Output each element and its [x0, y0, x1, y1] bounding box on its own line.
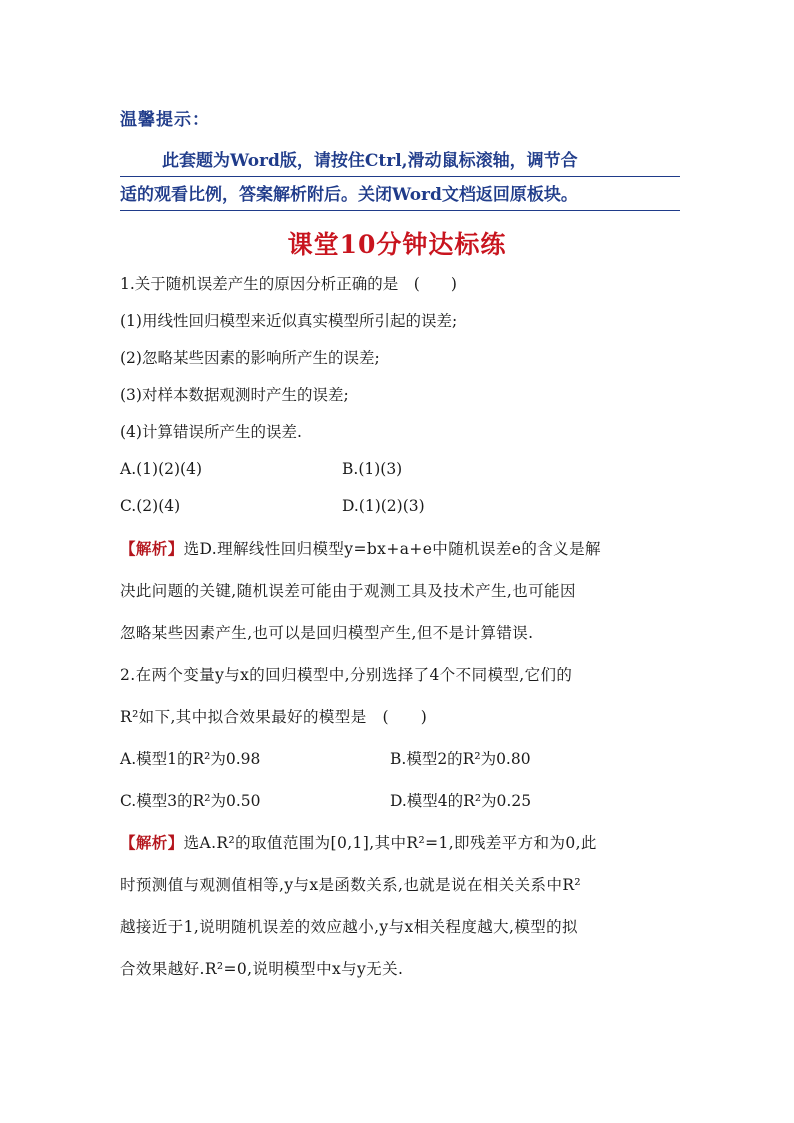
question-1-option-a: A.(1)(2)(4): [120, 460, 202, 478]
question-1-item: (3)对样本数据观测时产生的误差;: [120, 386, 349, 404]
question-2-analysis-line: 时预测值与观测值相等,y与x是函数关系,也就是说在相关关系中R²: [120, 876, 582, 894]
question-1-option-b: B.(1)(3): [342, 460, 403, 478]
question-2-stem-line: R²如下,其中拟合效果最好的模型是 ( ): [120, 708, 428, 726]
analysis-tag: 【解析】: [120, 833, 184, 852]
question-2-options-row-1: [120, 738, 680, 780]
question-1-options-row-2: [120, 488, 680, 525]
question-1-item: (1)用线性回归模型来近似真实模型所引起的误差;: [120, 312, 458, 330]
analysis-text: 选D.理解线性回归模型y=bx+a+e中随机误差e的含义是解: [183, 540, 601, 558]
tip-line-2: 适的观看比例，答案解析附后。关闭Word文档返回原板块。: [120, 177, 680, 211]
question-2-option-b: B.模型2的R²为0.80: [390, 750, 531, 768]
question-1-item: (4)计算错误所产生的误差.: [120, 423, 302, 441]
question-1-analysis-line: 决此问题的关键,随机误差可能由于观测工具及技术产生,也可能因: [120, 582, 576, 600]
question-1-analysis-line: [120, 528, 680, 570]
analysis-tag: 【解析】: [120, 539, 184, 558]
section-title: 课堂10分钟达标练: [287, 230, 507, 259]
question-1-options-row-1: [120, 451, 680, 488]
question-2-options-row-2: [120, 780, 680, 822]
question-1-option-c: C.(2)(4): [120, 497, 181, 515]
question-1-item: (2)忽略某些因素的影响所产生的误差;: [120, 349, 380, 367]
question-content: [120, 266, 680, 990]
tip-title: 温馨提示：: [120, 110, 210, 130]
question-1-analysis-line: 忽略某些因素产生,也可以是回归模型产生,但不是计算错误.: [120, 624, 534, 642]
question-2-option-a: A.模型1的R²为0.98: [120, 750, 261, 768]
question-2-stem-line: 2.在两个变量y与x的回归模型中,分别选择了4个不同模型,它们的: [120, 666, 573, 684]
question-1-stem: 1.关于随机误差产生的原因分析正确的是 ( ): [120, 275, 457, 293]
question-1-option-d: D.(1)(2)(3): [342, 497, 425, 515]
question-2-option-c: C.模型3的R²为0.50: [120, 792, 261, 810]
question-2-option-d: D.模型4的R²为0.25: [390, 792, 532, 810]
tip-line-1: 此套题为Word版，请按住Ctrl,滑动鼠标滚轴，调节合: [120, 143, 680, 177]
question-2-analysis-line: 越接近于1,说明随机误差的效应越小,y与x相关程度越大,模型的拟: [120, 918, 578, 936]
analysis-text: 选A.R²的取值范围为[0,1],其中R²=1,即残差平方和为0,此: [183, 834, 597, 852]
question-2-analysis-line: [120, 822, 680, 864]
tip-body: [120, 143, 680, 211]
question-2-analysis-line: 合效果越好.R²=0,说明模型中x与y无关.: [120, 960, 404, 978]
